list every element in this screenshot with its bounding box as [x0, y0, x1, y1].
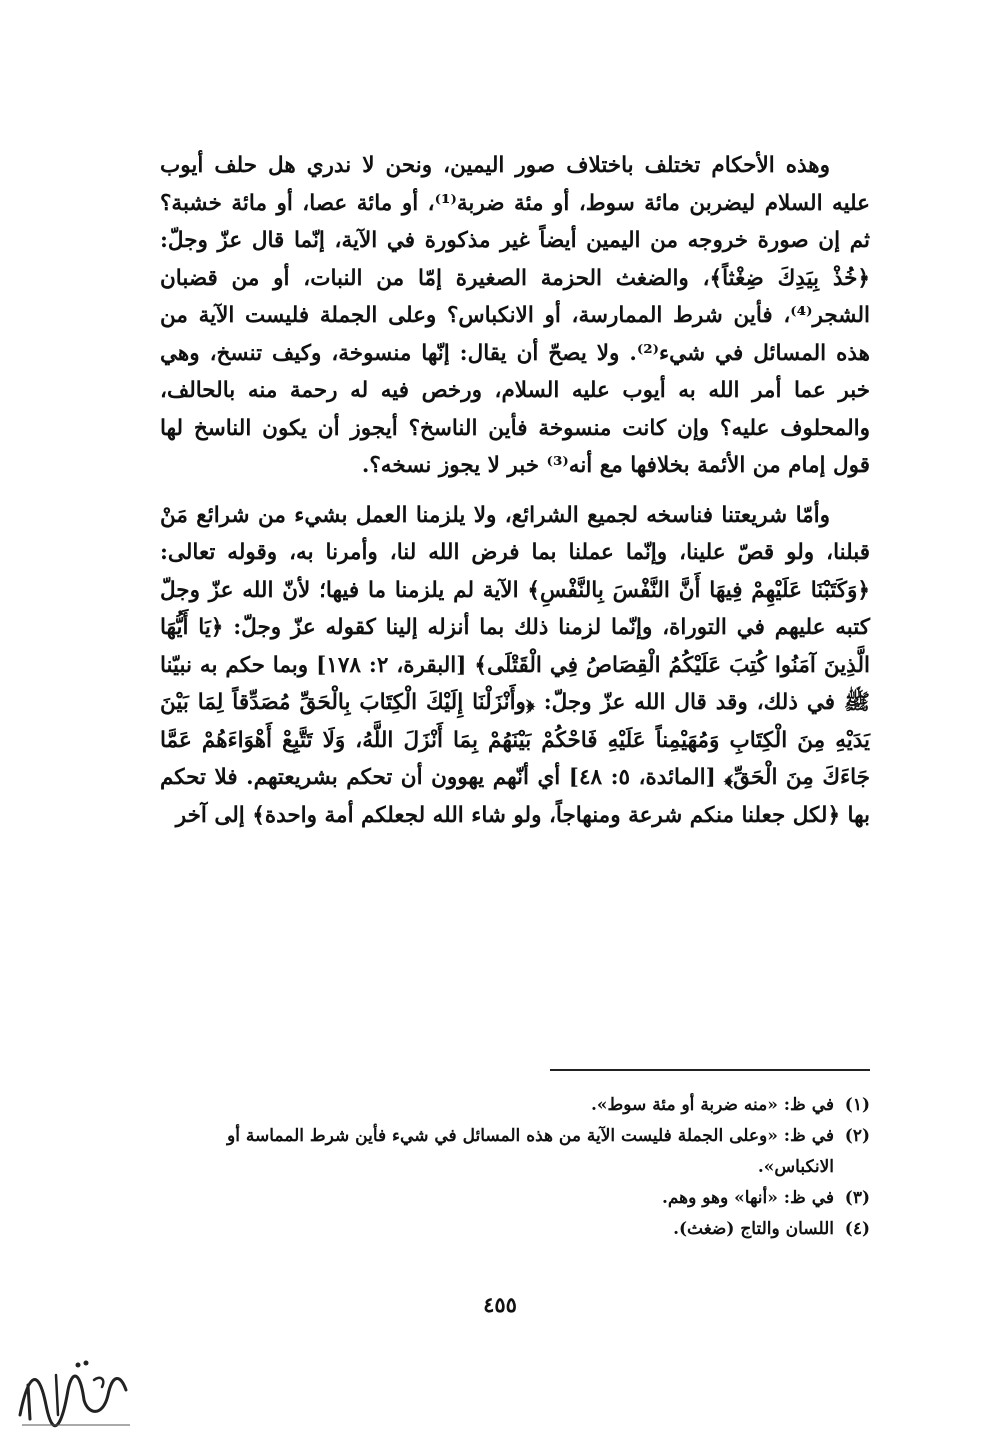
- footnote-text: في ظ: «أنها» وهو وهم.: [661, 1188, 834, 1208]
- footnote-number: (١): [844, 1095, 870, 1115]
- paragraph-1: وهذه الأحكام تختلف باختلاف صور اليمين، ونحن لا ندري هل حلف أيوب عليه السلام ليضربن مائة سوط، أو مئة ضربة⁽¹⁾، أو مائة عصا، أو مائة خشبة؟ ثم إن صورة خروجه من اليمين أيضاً غير مذكورة في الآية، إنّما قال عزّ وجلّ: ﴿خُذْ بِيَدِكَ ضِغْثاً﴾، والضغث الحزمة الصغيرة إمّا من النبات، أو من قضبان الشجر⁽⁴⁾، فأين شرط الممارسة، أو الانكباس؟ وعلى الجملة فليست الآية من هذه المسائل في شيء⁽²⁾. ولا يصحّ أن يقال: إنّها منسوخة، وكيف تنسخ، وهي خبر عما أمر الله به أيوب عليه السلام، ورخص فيه له رحمة منه بالحالف، والمحلوف عليه؟ وإن كانت منسوخة فأين الناسخ؟ أيجوز أن يكون الناسخ لها قول إمام من الأئمة بخلافها مع أنه⁽³⁾ خبر لا يجوز نسخه؟.: [160, 153, 871, 478]
- footnote-number: (٢): [844, 1126, 870, 1146]
- footnote-text: اللسان والتاج (ضغث).: [673, 1219, 834, 1239]
- main-text-block: [160, 147, 870, 834]
- footnote-text: في ظ: «وعلى الجملة فليست الآية من هذه المسائل في شيء فأين شرط المماسة أو الانكباس».: [227, 1126, 834, 1177]
- footnote-number: (٤): [844, 1219, 870, 1239]
- calligraphy-logo-icon: [8, 1345, 138, 1433]
- publisher-logo: [8, 1345, 138, 1433]
- paragraph-2: وأمّا شريعتنا فناسخه لجميع الشرائع، ولا يلزمنا العمل بشيء من شرائع مَنْ قبلنا، ولو قصّ علينا، وإنّما عملنا بما فرض الله لنا، وأمرنا به، وقوله تعالى: ﴿وَكَتَبْنَا عَلَيْهِمْ فِيهَا أَنَّ النَّفْسَ بِالنَّفْسِ﴾ الآية لم يلزمنا ما فيها؛ لأنّ الله عزّ وجلّ كتبه عليهم في التوراة، وإنّما لزمنا ذلك بما أنزله إلينا كقوله عزّ وجلّ: ﴿يَا أَيُّهَا الَّذِينَ آمَنُوا كُتِبَ عَلَيْكُمُ الْقِصَاصُ فِي الْقَتْلَى﴾ [البقرة، ٢: ١٧٨] وبما حكم به نبيّنا ﷺ في ذلك، وقد قال الله عزّ وجلّ: ﴿وأَنْزَلْنَا إِلَيْكَ الْكِتَابَ بِالْحَقِّ مُصَدِّقاً لِمَا بَيْنَ يَدَيْهِ مِنَ الْكِتَابِ وَمُهَيْمِناً عَلَيْهِ فَاحْكُمْ بَيْنَهُمْ بِمَا أَنْزَلَ اللَّهُ، وَلَا تَتَّبِعْ أَهْوَاءَهُمْ عَمَّا جَاءَكَ مِنَ الْحَقِّ﴾ [المائدة، ٥: ٤٨] أي أنّهم يهوون أن تحكم بشريعتهم. فلا تحكم بها ﴿لكل جعلنا منكم شرعة ومنهاجاً، ولو شاء الله لجعلكم أمة واحدة﴾ إلى آخر: [160, 502, 870, 828]
- footnote-1: [160, 1090, 870, 1121]
- footnotes: [160, 1090, 870, 1245]
- footnote-divider: [550, 1069, 870, 1071]
- footnote-number: (٣): [844, 1188, 870, 1208]
- footnote-3: [160, 1183, 870, 1214]
- footnote-4: [160, 1214, 870, 1245]
- footnote-2: [160, 1121, 870, 1183]
- footnote-text: في ظ: «منه ضربة أو مئة سوط».: [590, 1095, 834, 1115]
- page-number: ٤٥٥: [483, 1292, 517, 1317]
